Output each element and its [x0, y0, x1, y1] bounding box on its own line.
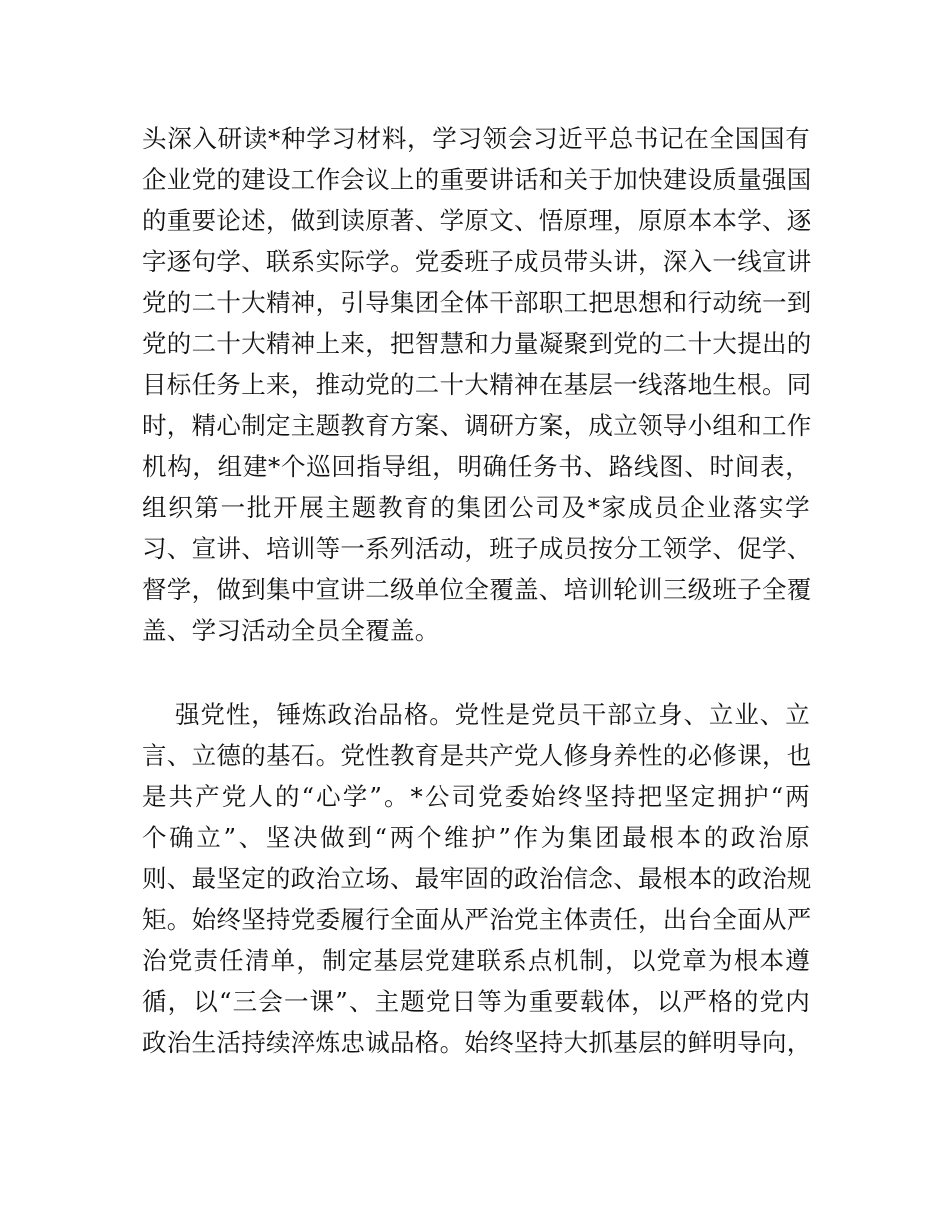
paragraph-line: 治党责任清单，制定基层党建联系点机制，以党章为根本遵: [142, 946, 810, 975]
paragraph-line: 矩。始终坚持党委履行全面从严治党主体责任，出台全面从严: [142, 905, 812, 934]
paragraph-line: 循，以“三会一课”、主题党日等为重要载体，以严格的党内: [142, 987, 810, 1016]
paragraph-line: 组织第一批开展主题教育的集团公司及*家成员企业落实学: [142, 493, 810, 522]
paragraph-line: 的重要论述，做到读原著、学原文、悟原理，原原本本学、逐: [142, 206, 812, 235]
paragraph-line: 党的二十大精神，引导集团全体干部职工把思想和行动统一到: [142, 288, 812, 317]
paragraph-line: 盖、学习活动全员全覆盖。: [142, 616, 440, 645]
paragraph-line: 习、宣讲、培训等一系列活动，班子成员按分工领学、促学、: [142, 534, 812, 563]
paragraph-line: 言、立德的基石。党性教育是共产党人修身养性的必修课，也: [142, 741, 812, 770]
paragraph-1: [142, 118, 810, 651]
paragraph-line: 个确立”、坚决做到“两个维护”作为集团最根本的政治原: [142, 823, 810, 852]
paragraph-line: 政治生活持续淬炼忠诚品格。始终坚持大抓基层的鲜明导向，: [142, 1028, 812, 1057]
paragraph-line: 党的二十大精神上来，把智慧和力量凝聚到党的二十大提出的: [142, 329, 812, 358]
paragraph-line: 企业党的建设工作会议上的重要讲话和关于加快建设质量强国: [142, 165, 812, 194]
paragraph-line: 字逐句学、联系实际学。党委班子成员带头讲，深入一线宣讲: [142, 247, 812, 276]
paragraph-line: 强党性，锤炼政治品格。党性是党员干部立身、立业、立: [175, 700, 810, 729]
paragraph-line: 头深入研读*种学习材料，学习领会习近平总书记在全国国有: [142, 124, 810, 153]
paragraph-line: 目标任务上来，推动党的二十大精神在基层一线落地生根。同: [142, 370, 812, 399]
paragraph-line: 督学，做到集中宣讲二级单位全覆盖、培训轮训三级班子全覆: [142, 575, 812, 604]
paragraph-line: 时，精心制定主题教育方案、调研方案，成立领导小组和工作: [142, 411, 812, 440]
paragraph-line: 则、最坚定的政治立场、最牢固的政治信念、最根本的政治规: [142, 864, 812, 893]
paragraph-line: 是共产党人的“心学”。*公司党委始终坚持把坚定拥护“两: [142, 782, 810, 811]
paragraph-2: [142, 694, 810, 1063]
paragraph-line: 机构，组建*个巡回指导组，明确任务书、路线图、时间表，: [142, 452, 810, 481]
